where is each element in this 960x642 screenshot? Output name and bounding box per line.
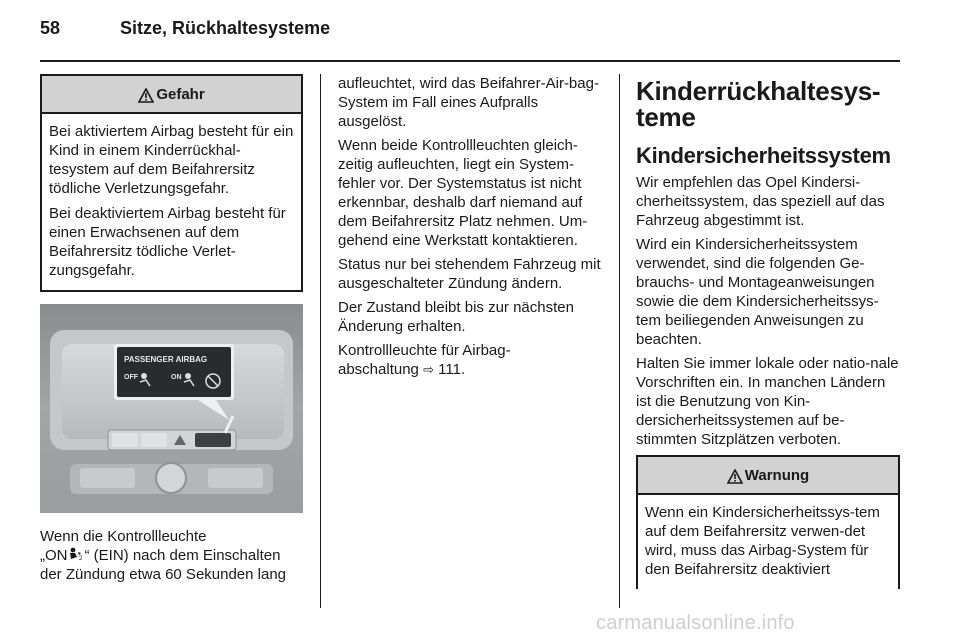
danger-box-title: Gefahr: [156, 85, 205, 103]
reference-text-line1: Kontrollleuchte für Airbag-: [338, 342, 511, 359]
column-divider-1: [320, 74, 321, 608]
caption-ein-text: “ (EIN) nach dem Einschalten: [84, 547, 281, 564]
section-paragraph-2: Wird ein Kindersicherheitssystem verwendet, sind die folgenden Ge-brauchs- und Montageanweisungen sowie die dem Kindersicherheitssys-tem beiliegenden Anweisungen zu beachten.: [636, 236, 879, 348]
page-number: 58: [40, 18, 61, 38]
column-divider-2: [619, 74, 620, 608]
photo-on-label: ON: [171, 374, 182, 381]
warning-box-title: Warnung: [744, 466, 810, 484]
child-seat-icon: [68, 547, 85, 561]
danger-box-header: [42, 76, 301, 114]
section-paragraph-1: Wir empfehlen das Opel Kindersi-cherheitssystem, das speziell auf das Fahrzeug abgestimmt ist.: [636, 174, 885, 229]
section-heading: Kinderrückhaltesys-teme: [636, 76, 881, 132]
reference-arrow-icon: ⇨: [423, 362, 434, 377]
caption-line-3: der Zündung etwa 60 Sekunden lang: [40, 566, 287, 583]
photo-caption: [40, 527, 303, 584]
warning-box: [636, 455, 900, 589]
body-paragraph-1: aufleuchtet, wird das Beifahrer-Air-bag-System im Fall eines Aufpralls ausgelöst.: [338, 75, 599, 130]
column-3: [636, 74, 900, 589]
reference-text-line2: abschaltung: [338, 361, 419, 378]
caption-line-1: Wenn die Kontrollleuchte: [40, 528, 207, 545]
column-2: [338, 74, 603, 384]
airbag-indicator-photo: [40, 304, 303, 513]
subsection-heading: Kindersicherheitssystem: [636, 143, 891, 168]
body-paragraph-3: Status nur bei stehendem Fahrzeug mit ausgeschalteter Zündung ändern.: [338, 256, 601, 292]
column-1: [40, 74, 303, 584]
danger-paragraph-2: Bei deaktiviertem Airbag besteht für einen Erwachsenen auf dem Beifahrersitz tödliche Verlet-zungsgefahr.: [49, 205, 286, 279]
body-paragraph-2: Wenn beide Kontrollleuchten gleich-zeitig aufleuchten, liegt ein System-fehler vor. Der Systemstatus ist nicht erkennbar, deshalb darf niemand auf dem Beifahrersitz Platz nehmen. Um-gehend eine Werkstatt kontaktieren.: [338, 137, 588, 249]
page-header: [40, 18, 330, 48]
warning-triangle-icon: [138, 88, 154, 103]
header-rule: [40, 60, 900, 62]
page-reference: [338, 341, 603, 379]
watermark: carmanualsonline.info: [596, 612, 795, 634]
photo-panel-title: PASSENGER AIRBAG: [124, 355, 208, 364]
reference-page-link[interactable]: 111.: [438, 361, 466, 378]
danger-box-body: [42, 114, 301, 290]
warning-paragraph: Wenn ein Kindersicherheitssys-tem auf dem Beifahrersitz verwen-det wird, muss das Airbag-System für den Beifahrersitz deaktiviert: [645, 504, 880, 578]
svg-text:2: 2: [78, 556, 82, 561]
warning-box-body: [638, 495, 898, 589]
warning-box-header: [638, 457, 898, 495]
body-paragraph-4: Der Zustand bleibt bis zur nächsten Änderung erhalten.: [338, 299, 574, 335]
danger-box: [40, 74, 303, 292]
section-paragraph-3: Halten Sie immer lokale oder natio-nale Vorschriften ein. In manchen Ländern ist die Benutzung von Kin-dersicherheitssystemen auf be-stimmten Sitzplätzen verboten.: [636, 355, 899, 448]
warning-triangle-icon: [727, 469, 743, 484]
chapter-title: Sitze, Rückhaltesysteme: [120, 18, 331, 38]
photo-off-label: OFF: [124, 374, 138, 381]
caption-on-text: „ON: [40, 547, 68, 564]
caption-line-2: [40, 546, 303, 565]
danger-paragraph-1: Bei aktiviertem Airbag besteht für ein Kind in einem Kinderrückhal-tesystem auf dem Beifahrersitz tödliche Verletzungsgefahr.: [49, 123, 294, 197]
